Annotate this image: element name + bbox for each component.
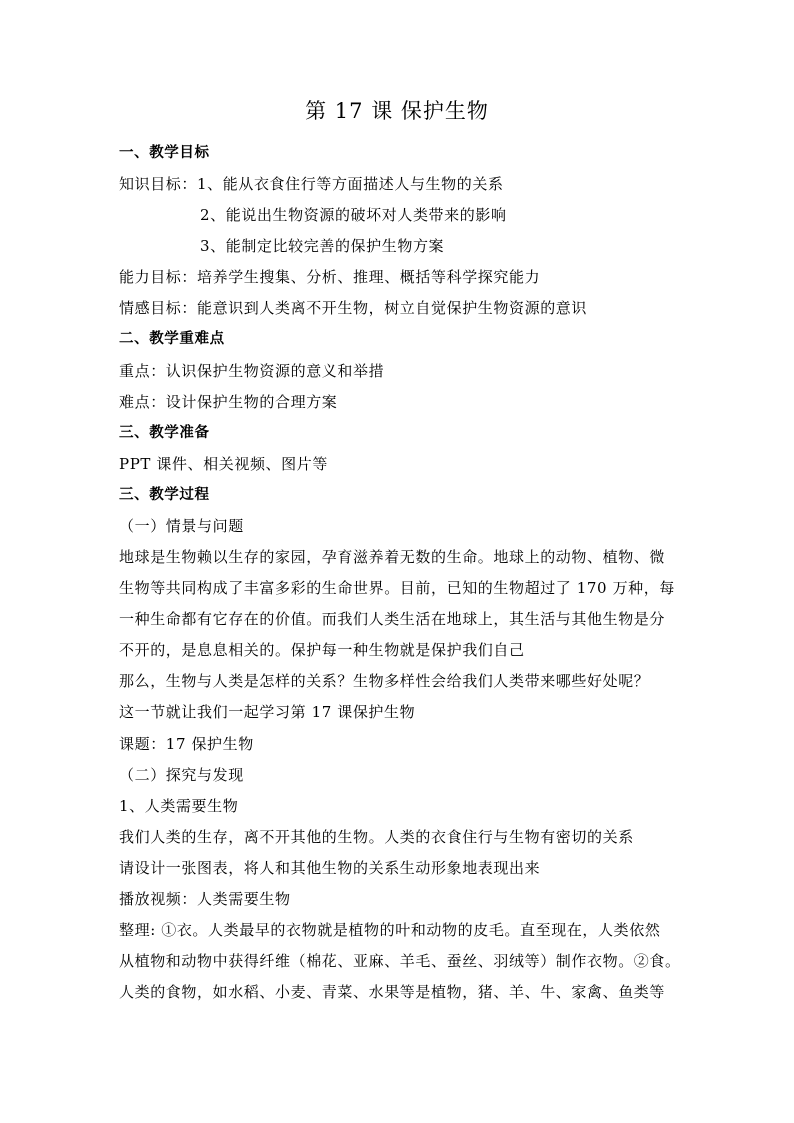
knowledge-objective-3: 3、能制定比较完善的保护生物方案 — [200, 237, 445, 255]
paragraph-line: 我们人类的生存，离不开其他的生物。人类的衣食住行与生物有密切的关系 — [119, 828, 634, 846]
emotion-objective: 情感目标：能意识到人类离不开生物，树立自觉保护生物资源的意识 — [119, 299, 588, 317]
summary-line: 人类的食物，如水稻、小麦、青菜、水果等是植物，猪、羊、牛、家禽、鱼类等 — [119, 983, 666, 1001]
video-line: 播放视频：人类需要生物 — [119, 890, 291, 908]
ability-objective: 能力目标：培养学生搜集、分析、推理、概括等科学探究能力 — [119, 268, 541, 286]
paragraph-line: 一种生命都有它存在的价值。而我们人类生活在地球上，其生活与其他生物是分 — [119, 610, 666, 628]
section-heading-objectives: 一、教学目标 — [119, 145, 210, 161]
summary-line: 从植物和动物中获得纤维（棉花、亚麻、羊毛、蚕丝、羽绒等）制作衣物。②食。 — [119, 952, 681, 970]
difficult-point: 难点：设计保护生物的合理方案 — [119, 393, 338, 411]
section-heading-preparation: 三、教学准备 — [119, 425, 210, 441]
key-point: 重点：认识保护生物资源的意义和举措 — [119, 362, 385, 380]
topic-line: 课题：17 保护生物 — [119, 735, 254, 753]
question-line: 那么，生物与人类是怎样的关系？生物多样性会给我们人类带来哪些好处呢？ — [119, 672, 650, 690]
knowledge-objective-1: 知识目标：1、能从衣食住行等方面描述人与生物的关系 — [119, 175, 504, 193]
section-heading-process: 三、教学过程 — [119, 487, 210, 503]
section-heading-key-points: 二、教学重难点 — [119, 331, 225, 347]
summary-line: 整理: ①衣。人类最早的衣物就是植物的叶和动物的皮毛。直至现在，人类依然 — [119, 921, 661, 939]
task-line: 请设计一张图表，将人和其他生物的关系生动形象地表现出来 — [119, 859, 541, 877]
preparation-text: PPT 课件、相关视频、图片等 — [119, 455, 328, 473]
subsection-explore: （二）探究与发现 — [119, 766, 244, 784]
paragraph-line: 不开的，是息息相关的。保护每一种生物就是保护我们自己 — [119, 641, 525, 659]
item-heading: 1、人类需要生物 — [119, 797, 239, 815]
paragraph-line: 生物等共同构成了丰富多彩的生命世界。目前，已知的生物超过了 170 万种，每 — [119, 579, 675, 597]
intro-line: 这一节就让我们一起学习第 17 课保护生物 — [119, 703, 416, 721]
paragraph-line: 地球是生物赖以生存的家园，孕育滋养着无数的生命。地球上的动物、植物、微 — [119, 548, 666, 566]
subsection-scenario: （一）情景与问题 — [119, 517, 244, 535]
knowledge-objective-2: 2、能说出生物资源的破坏对人类带来的影响 — [200, 206, 507, 224]
page-title: 第 17 课 保护生物 — [305, 99, 489, 123]
